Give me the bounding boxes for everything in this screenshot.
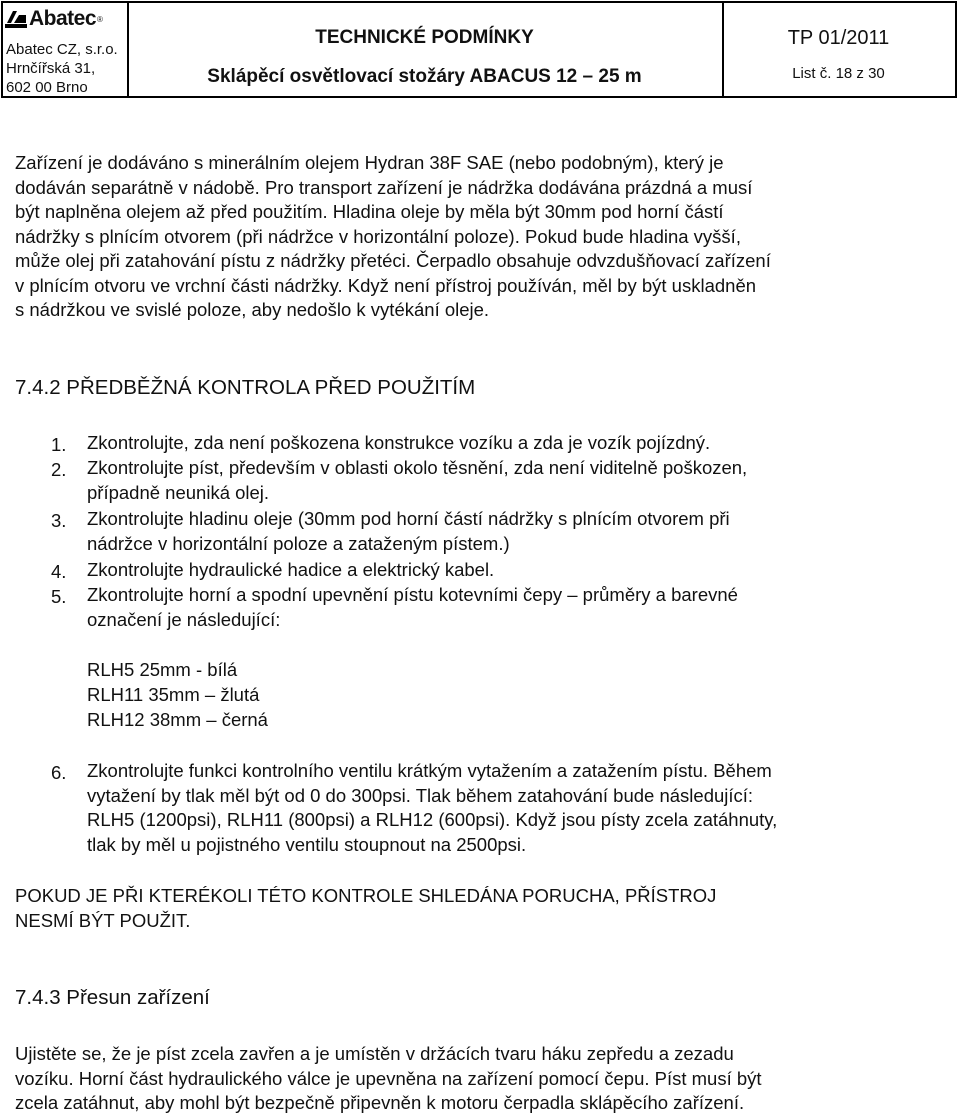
logo-text: Abatec [29,7,97,30]
sheet-number: List č. 18 z 30 [792,65,885,82]
company-logo [5,7,103,31]
pin-spec-rlh5: RLH5 25mm - bílá [87,659,238,680]
logo-registered-mark: ® [97,14,103,24]
text-line: vytažení by tlak měl být od 0 do 300psi. Tlak během zatahování bude následující: [87,784,754,806]
text-line: označení je následující: [87,608,281,630]
text-line: nádržce v horizontální poloze a zataženým pístem.) [87,532,510,554]
section-heading-7-4-3: 7.4.3 Přesun zařízení [15,986,210,1009]
list-item [87,583,915,632]
text-line: Zkontrolujte hydraulické hadice a elektrický kabel. [87,559,495,580]
text-line: případně neuniká olej. [87,481,270,503]
text-line: RLH5 (1200psi), RLH11 (800psi) a RLH12 (600psi). Když jsou písty zcela zatáhnuty, [87,809,778,830]
list-item [87,456,915,505]
text-line: v plnícím otvoru ve vrchní části nádržky. Když není přístroj používán, měl by být uskladněn [15,274,757,296]
pin-spec-rlh11: RLH11 35mm – žlutá [87,684,260,705]
text-line: dodáván separátně v nádobě. Pro transport zařízení je nádržka dodávána prázdná a musí [15,176,753,198]
warning-paragraph [15,884,915,933]
number-cell [722,3,955,96]
text-line: Zkontrolujte hladinu oleje (30mm pod horní částí nádržky s plnícím otvorem při [87,508,730,529]
text-line: vozíku. Horní část hydraulického válce je upevněna na zařízení pomocí čepu. Píst musí být [15,1067,762,1089]
document-type: TECHNICKÉ PODMÍNKY [315,27,534,48]
section-heading-7-4-2: 7.4.2 PŘEDBĚŽNÁ KONTROLA PŘED POUŽITÍM [15,376,476,399]
document-title: Sklápěcí osvětlovací stožáry ABACUS 12 – 25 m [207,66,642,87]
company-cell [3,3,129,96]
document-number: TP 01/2011 [787,27,890,49]
list-item [87,759,915,857]
text-line: být naplněna olejem až před použitím. Hladina oleje by měla být 30mm pod horní částí [15,201,724,222]
text-line: POKUD JE PŘI KTERÉKOLI TÉTO KONTROLE SHLEDÁNA PORUCHA, PŘÍSTROJ [15,885,717,906]
list-number: 6. [51,762,67,783]
list-number: 2. [51,459,67,480]
text-line: s nádržkou ve svislé poloze, aby nedošlo k vytékání oleje. [15,299,490,320]
list-number: 4. [51,561,67,582]
company-street: Hrnčířská 31, [6,60,96,77]
list-number: 5. [51,586,67,607]
text-line: může olej při zatahování pístu z nádržky přetéci. Čerpadlo obsahuje odvzdušňovací zařízení [15,250,771,271]
text-line: Zkontrolujte funkci kontrolního ventilu krátkým vytažením a zatažením pístu. Během [87,760,772,781]
list-item [87,431,915,456]
text-line: Zařízení je dodáváno s minerálním olejem Hydran 38F SAE (nebo podobným), který je [15,152,724,173]
company-name: Abatec CZ, s.r.o. [6,41,118,58]
document-header [1,1,957,98]
text-line: Zkontrolujte píst, především v oblasti okolo těsnění, zda není viditelně poškozen, [87,457,748,478]
intro-paragraph [15,151,915,323]
list-item [87,558,915,583]
title-cell [127,3,724,96]
list-number: 3. [51,510,67,531]
abatec-logo-icon [5,9,27,29]
text-line: nádržky s plnícím otvorem (při nádržce v horizontální poloze). Pokud bude hladina vyšší, [15,225,741,247]
list-number: 1. [51,434,67,455]
text-line: Ujistěte se, že je píst zcela zavřen a je umístěn v držácích tvaru háku zepředu a zezadu [15,1043,734,1064]
text-line: tlak by měl u pojistného ventilu stoupnout na 2500psi. [87,833,527,855]
text-line: Zkontrolujte, zda není poškozena konstrukce vozíku a zda je vozík pojízdný. [87,432,711,453]
text-line: zcela zatáhnut, aby mohl být bezpečně připevněn k motoru čerpadla sklápěcího zařízení. [15,1092,745,1113]
list-item [87,507,915,556]
pin-spec-rlh12: RLH12 38mm – černá [87,709,268,730]
transport-paragraph [15,1042,915,1116]
text-line: Zkontrolujte horní a spodní upevnění pístu kotevními čepy – průměry a barevné [87,584,738,605]
text-line: NESMÍ BÝT POUŽIT. [15,909,191,931]
company-city: 602 00 Brno [6,79,88,96]
